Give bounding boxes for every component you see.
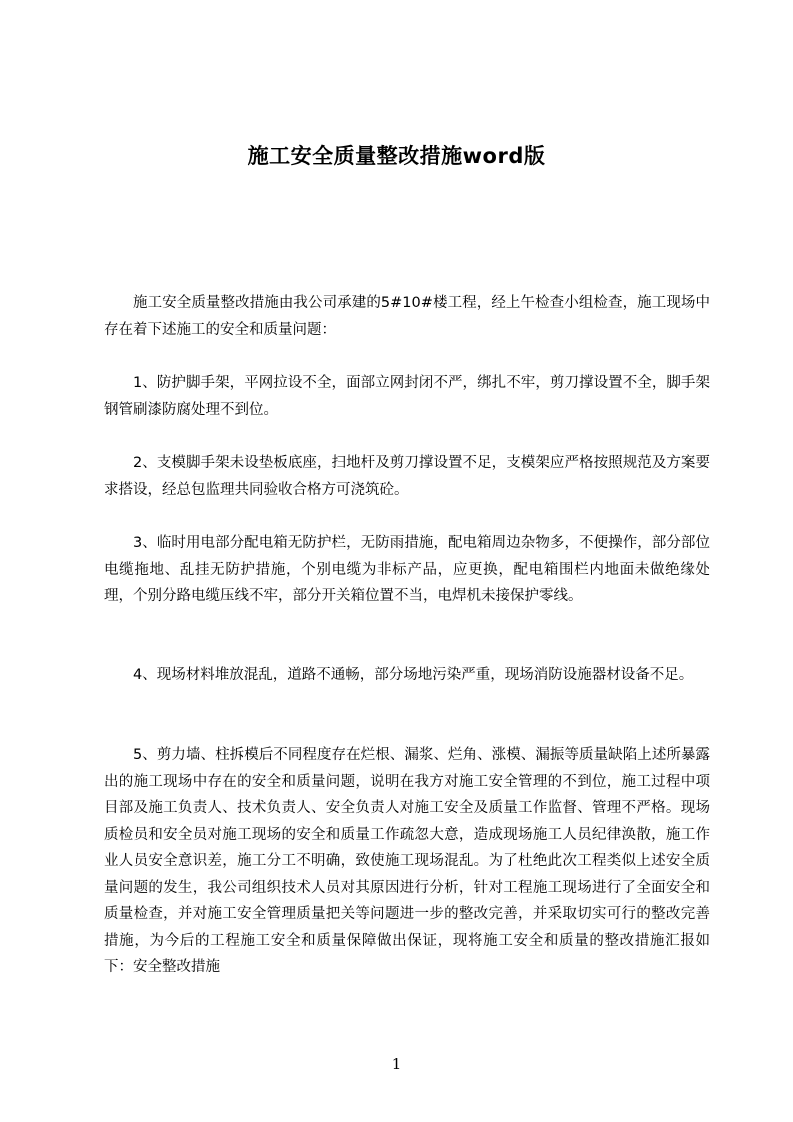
document-title: 施工安全质量整改措施word版 [247,144,546,168]
issue-item-5: 5、剪力墙、柱拆模后不同程度存在烂根、漏浆、烂角、涨模、漏振等质量缺陷上述所暴露出的施工现场中存在的安全和质量问题，说明在我方对施工安全管理的不到位，施工过程中项目部及施工负责人、技术负责人、安全负责人对施工安全及质量工作监督、管理不严格。现场质检员和安全员对施工现场的安全和质量工作疏忽大意，造成现场施工人员纪律涣散，施工作业人员安全意识差，施工分工不明确，致使施工现场混乱。为了杜绝此次工程类似上述安全质量问题的发生，我公司组织技术人员对其原因进行分析，针对工程施工现场进行了全面安全和质量检查，并对施工安全管理质量把关等问题进一步的整改完善，并采取切实可行的整改完善措施，为今后的工程施工安全和质量保障做出保证，现将施工安全和质量的整改措施汇报如下：安全整改措施 [104,747,710,975]
page-number: 1 [391,1055,402,1073]
issue-item-3: 3、临时用电部分配电箱无防护栏，无防雨措施，配电箱周边杂物多，不便操作，部分部位电缆拖地、乱挂无防护措施，个别电缆为非标产品，应更换，配电箱围栏内地面未做绝缘处理，个别分路电缆压线不牢，部分开关箱位置不当，电焊机未接保护零线。 [104,535,710,604]
intro-paragraph: 施工安全质量整改措施由我公司承建的5#10#楼工程，经上午检查小组检查，施工现场中存在着下述施工的安全和质量问题： [104,295,710,338]
issue-item-2: 2、支模脚手架未设垫板底座，扫地杆及剪刀撑设置不足，支模架应严格按照规范及方案要求搭设，经总包监理共同验收合格方可浇筑砼。 [104,455,710,498]
issue-item-4: 4、现场材料堆放混乱，道路不通畅，部分场地污染严重，现场消防设施器材设备不足。 [133,667,694,683]
issue-item-1: 1、防护脚手架，平网拉设不全，面部立网封闭不严，绑扎不牢，剪刀撑设置不全，脚手架钢管刷漆防腐处理不到位。 [104,375,710,418]
